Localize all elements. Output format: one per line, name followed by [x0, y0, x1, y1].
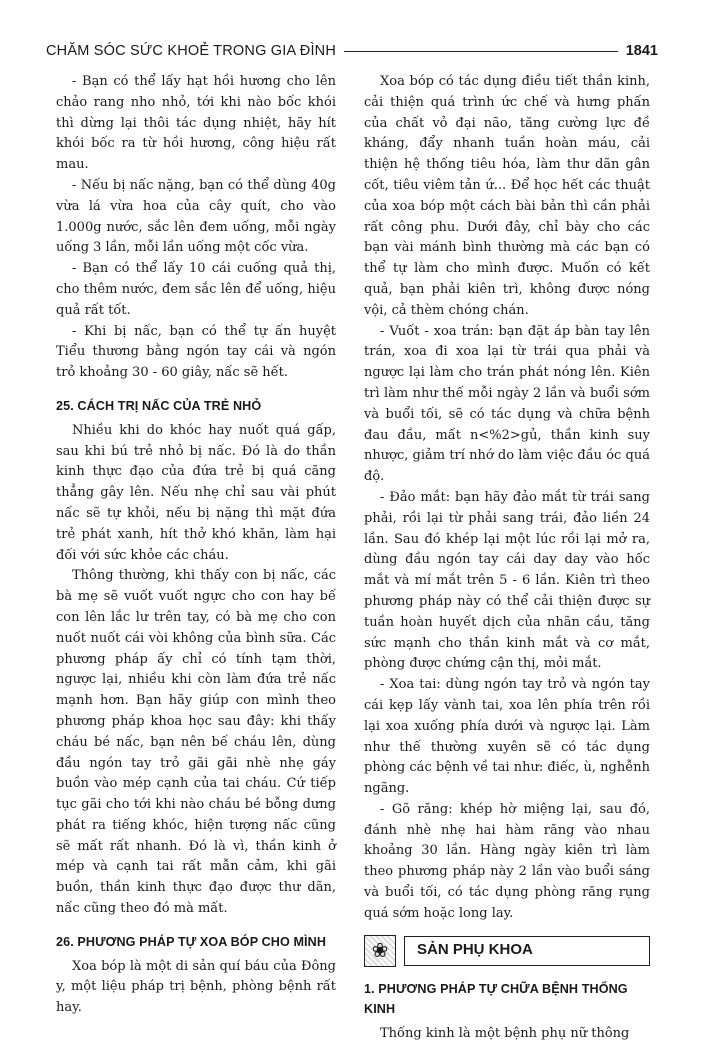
section-title: SẢN PHỤ KHOA [417, 941, 533, 959]
section-heading-1: 1. PHƯƠNG PHÁP TỰ CHỮA BỆNH THỐNG KINH [364, 981, 628, 1017]
paragraph: Xoa bóp có tác dụng điều tiết thần kinh, cải thiện quá trình ức chế và hưng phấn của chất vỏ đại não, tăng cường lực đề kháng, đẩy nhanh tuần hoàn máu, cải thiện hệ thống tiêu hóa, làm thư dãn gân cốt, tiêu viêm tản ứ... Để học hết các thuật của xoa bóp một cách bài bản thì cần phải rất công phu. Dưới đây, chỉ bày cho các bạn vài mánh bình thường mà các bạn có thể tự làm cho mình được. Muốn có kết quả, bạn phải kiên trì, không được nóng vội, cả thèm chóng chán. [364, 74, 650, 318]
running-title: CHĂM SÓC SỨC KHOẺ TRONG GIA ĐÌNH [46, 43, 337, 59]
section-banner [364, 935, 650, 967]
section-heading-25: 25. CÁCH TRỊ NẤC CỦA TRẺ NHỎ [56, 398, 262, 413]
paragraph: Thông thường, khi thấy con bị nấc, các bà mẹ sẽ vuốt vuốt ngực cho con hay bế con lên lắc lư trên tay, có bà mẹ cho con nuốt nuốt cái vòi không của bình sữa. Các phương pháp ấy chỉ có tính tạm thời, ngược lại, nhiều khi còn làm đứa trẻ nấc mạnh hơn. Bạn hãy giúp con mình theo phương pháp khoa học sau đây: khi thấy cháu bé nấc, bạn nên bế cháu lên, dùng đầu ngón tay trỏ gãi gãi nhè nhẹ gáy buồn vào mép cạnh của tai cháu. Cứ tiếp tục gãi cho tới khi nào cháu bé bỗng dưng phát ra tiếng khóc, hiện tượng nấc cũng sẽ mất rất nhanh. Đó là vì, thần kinh ở mép và cạnh tai rất mẫn cảm, khi gãi buồn, thần kinh thực đạo được thư dãn, nấc cũng theo đó mà mất. [56, 568, 336, 917]
paragraph: - Bạn có thể lấy 10 cái cuống quả thị, cho thêm nước, đem sắc lên để uống, hiệu quả rất tốt. [56, 261, 336, 318]
paragraph: - Nếu bị nấc nặng, bạn có thể dùng 40g vừa lá vừa hoa của cây quít, cho vào 1.000g nước, sắc lên đem uống, mỗi ngày uống 3 lần, mỗi lần uống một cốc vừa. [56, 177, 336, 256]
paragraph: - Vuốt - xoa trán: bạn đặt áp bàn tay lên trán, xoa đi xoa lại từ trái qua phải và ngược lại làm cho trán phát nóng lên. Kiên trì làm như thế mỗi ngày 2 lần và buổi sớm và buổi tối, sẽ có tác dụng và chữa bệnh đau đầu, mất n<%2>gủ, thần kinh suy nhược, giảm trí nhớ do làm việc đầu óc quá độ. [364, 323, 650, 485]
paragraph: - Đảo mắt: bạn hãy đảo mắt từ trái sang phải, rồi lại từ phải sang trái, đảo liền 24 lần. Sau đó khép lại một lúc rồi lại mở ra, dùng đầu ngón tay cái day day vào hốc mắt và mí mắt trên 5 - 6 lần. Kiên trì theo phương pháp này có thể cải thiện được sự tuần hoàn huyết dịch của nhãn cầu, tăng sức mạnh cho thần kinh mắt và cơ mắt, phòng được chứng cận thị, mỏi mắt. [364, 489, 650, 672]
right-column [364, 72, 650, 1045]
paragraph: - Bạn có thể lấy hạt hồi hương cho lên chảo rang nho nhỏ, tới khi nào bốc khói thì dừng lại thôi tác dụng nhiệt, hãy hít khói bốc ra từ hồi hương, công hiệu rất mau. [56, 74, 336, 173]
header-rule [344, 51, 618, 52]
section-title-box [404, 936, 650, 966]
paragraph: Thống kinh là một bệnh phụ nữ thông [380, 1026, 630, 1042]
page-number: 1841 [625, 43, 658, 59]
left-column [56, 72, 336, 1019]
section-heading-26: 26. PHƯƠNG PHÁP TỰ XOA BÓP CHO MÌNH [56, 934, 327, 949]
paragraph: - Gõ răng: khép hờ miệng lại, sau đó, đánh nhè nhẹ hai hàm răng vào nhau khoảng 30 lần. Hàng ngày kiên trì làm theo phương pháp này 2 lần vào buổi sáng và buổi tối, có tác dụng phòng răng rụng quá sớm hoặc long lay. [364, 801, 650, 921]
herb-decoration-icon: ❀ [364, 935, 396, 967]
paragraph: - Khi bị nấc, bạn có thể tự ấn huyệt Tiểu thương bằng ngón tay cái và ngón trỏ khoảng 30 - 60 giây, nấc sẽ hết. [56, 323, 336, 381]
paragraph: Xoa bóp là một di sản quí báu của Đông y, một liệu pháp trị bệnh, phòng bệnh rất hay. [56, 958, 336, 1016]
page-header [46, 40, 658, 62]
paragraph: Nhiều khi do khóc hay nuốt quá gấp, sau khi bú trẻ nhỏ bị nấc. Đó là do thần kinh thực đạo của đứa trẻ bị quá căng thẳng gây lên. Nếu nhẹ chỉ sau vài phút nấc sẽ tự khỏi, nếu bị nặng thì mặt đứa trẻ phát xanh, hít thở khó khăn, làm hại đối với sức khỏe các cháu. [56, 422, 336, 563]
paragraph: - Xoa tai: dùng ngón tay trỏ và ngón tay cái kẹp lấy vành tai, xoa lên phía trên rồi lại xoa xuống phía dưới và ngược lại. Làm như thế thường xuyên sẽ có tác dụng phòng các bệnh về tai như: điếc, ù, nghễnh ngãng. [364, 677, 650, 797]
